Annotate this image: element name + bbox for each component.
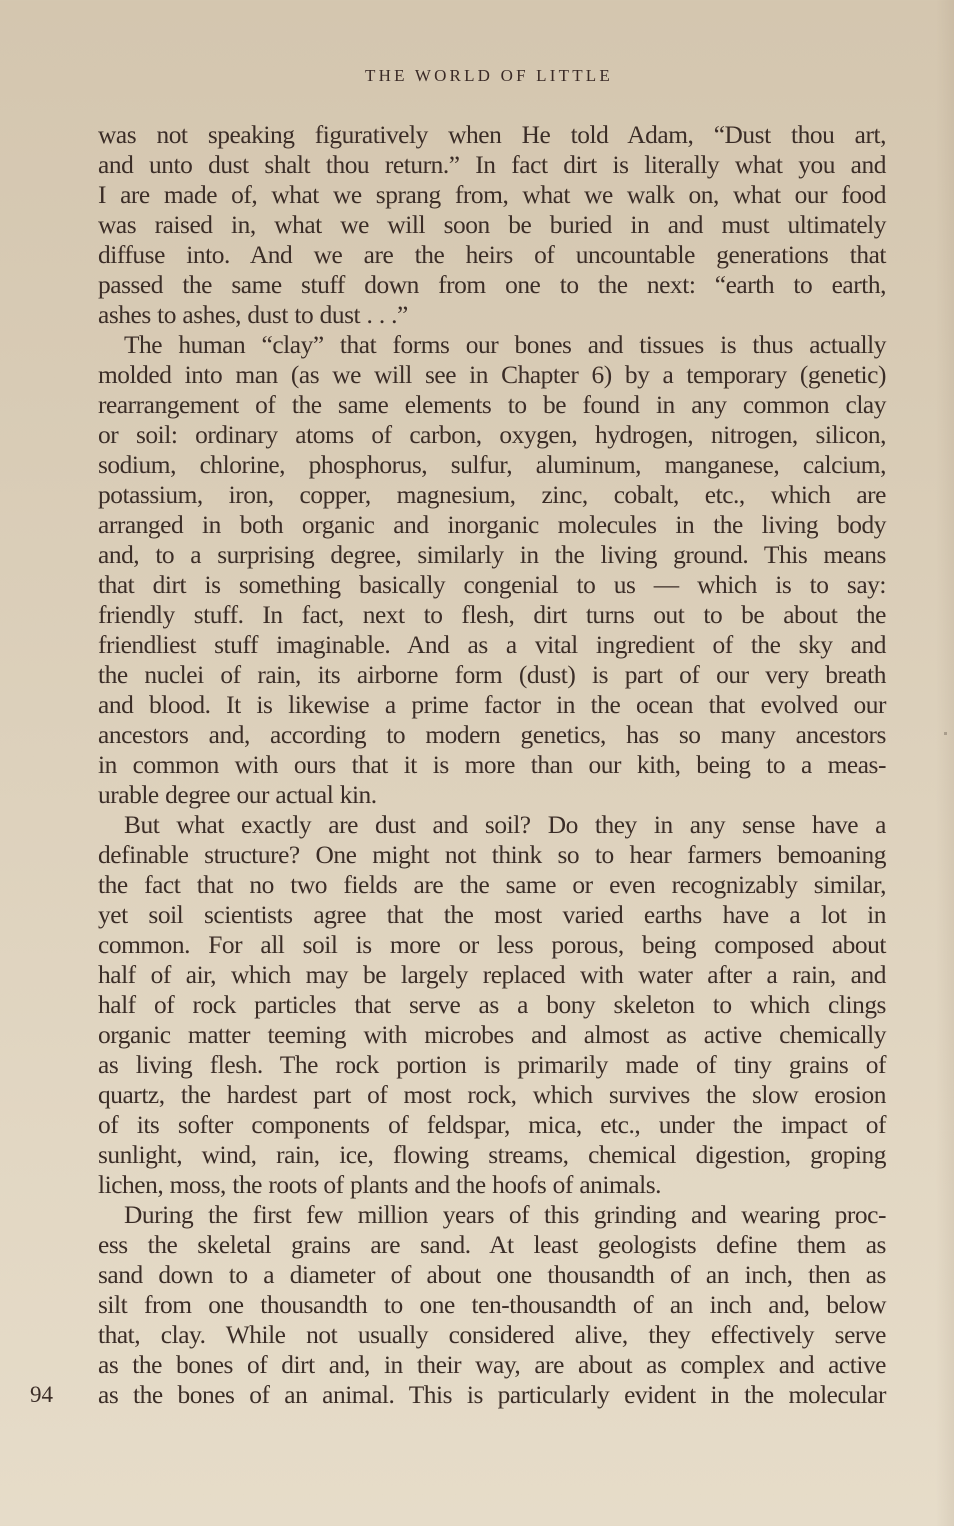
paragraph — [98, 810, 886, 1200]
paragraph — [98, 1200, 886, 1410]
text-line: and unto dust shalt thou return.” In fact dirt is literally what you and — [98, 151, 886, 179]
paragraph — [98, 120, 886, 330]
text-line: organic matter teeming with microbes and almost as active chemically — [98, 1021, 886, 1049]
text-line: potassium, iron, copper, magnesium, zinc, cobalt, etc., which are — [98, 481, 886, 509]
text-line: urable degree our actual kin. — [98, 781, 377, 809]
text-line: that, clay. While not usually considered alive, they effectively serve — [98, 1321, 886, 1349]
text-line: yet soil scientists agree that the most varied earths have a lot in — [98, 901, 886, 929]
page-number: 94 — [30, 1382, 53, 1407]
text-line: ashes to ashes, dust to dust . . .” — [98, 301, 408, 329]
text-line: definable structure? One might not think so to hear farmers bemoaning — [98, 841, 886, 869]
text-line: But what exactly are dust and soil? Do they in any sense have a — [124, 811, 886, 839]
text-line: quartz, the hardest part of most rock, which survives the slow erosion — [98, 1081, 886, 1109]
running-head: THE WORLD OF LITTLE — [365, 66, 613, 85]
text-line: and, to a surprising degree, similarly in the living ground. This means — [98, 541, 886, 569]
text-line: diffuse into. And we are the heirs of uncountable generations that — [98, 241, 886, 269]
scan-speck — [944, 732, 947, 735]
text-line: half of rock particles that serve as a bony skeleton to which clings — [98, 991, 886, 1019]
text-line: passed the same stuff down from one to the next: “earth to earth, — [98, 271, 886, 299]
text-line: silt from one thousandth to one ten-thousandth of an inch and, below — [98, 1291, 886, 1319]
page-edge-shadow — [936, 0, 954, 1526]
text-line: as living flesh. The rock portion is primarily made of tiny grains of — [98, 1051, 886, 1079]
text-line: in common with ours that it is more than our kith, being to a meas- — [98, 751, 886, 779]
text-line: ancestors and, according to modern genetics, has so many ancestors — [98, 721, 886, 749]
text-line: sunlight, wind, rain, ice, flowing streams, chemical digestion, groping — [98, 1141, 886, 1169]
text-line: the fact that no two fields are the same or even recognizably similar, — [98, 871, 886, 899]
text-line: half of air, which may be largely replaced with water after a rain, and — [98, 961, 886, 989]
text-line: the nuclei of rain, its airborne form (dust) is part of our very breath — [98, 661, 886, 689]
text-line: common. For all soil is more or less porous, being composed about — [98, 931, 886, 959]
text-line: friendliest stuff imaginable. And as a vital ingredient of the sky and — [98, 631, 886, 659]
text-line: molded into man (as we will see in Chapter 6) by a temporary (genetic) — [98, 361, 886, 389]
body-text — [98, 120, 886, 1410]
text-line: The human “clay” that forms our bones and tissues is thus actually — [124, 331, 886, 359]
text-line: friendly stuff. In fact, next to flesh, dirt turns out to be about the — [98, 601, 886, 629]
text-line: lichen, moss, the roots of plants and the hoofs of animals. — [98, 1171, 662, 1199]
text-line: was raised in, what we will soon be buried in and must ultimately — [98, 211, 886, 239]
text-line: I are made of, what we sprang from, what we walk on, what our food — [98, 181, 886, 209]
text-line: sand down to a diameter of about one thousandth of an inch, then as — [98, 1261, 886, 1289]
text-line: of its softer components of feldspar, mica, etc., under the impact of — [98, 1111, 886, 1139]
text-line: was not speaking figuratively when He told Adam, “Dust thou art, — [98, 121, 886, 149]
paragraph — [98, 330, 886, 810]
text-line: and blood. It is likewise a prime factor in the ocean that evolved our — [98, 691, 886, 719]
text-line: sodium, chlorine, phosphorus, sulfur, aluminum, manganese, calcium, — [98, 451, 886, 479]
text-line: or soil: ordinary atoms of carbon, oxygen, hydrogen, nitrogen, silicon, — [98, 421, 886, 449]
text-line: that dirt is something basically congenial to us — which is to say: — [98, 571, 886, 599]
text-line: as the bones of dirt and, in their way, are about as complex and active — [98, 1351, 886, 1379]
text-line: as the bones of an animal. This is particularly evident in the molecular — [98, 1381, 886, 1409]
text-line: During the first few million years of this grinding and wearing proc- — [124, 1201, 886, 1229]
text-line: ess the skeletal grains are sand. At least geologists define them as — [98, 1231, 886, 1259]
text-line: arranged in both organic and inorganic molecules in the living body — [98, 511, 886, 539]
text-line: rearrangement of the same elements to be found in any common clay — [98, 391, 886, 419]
